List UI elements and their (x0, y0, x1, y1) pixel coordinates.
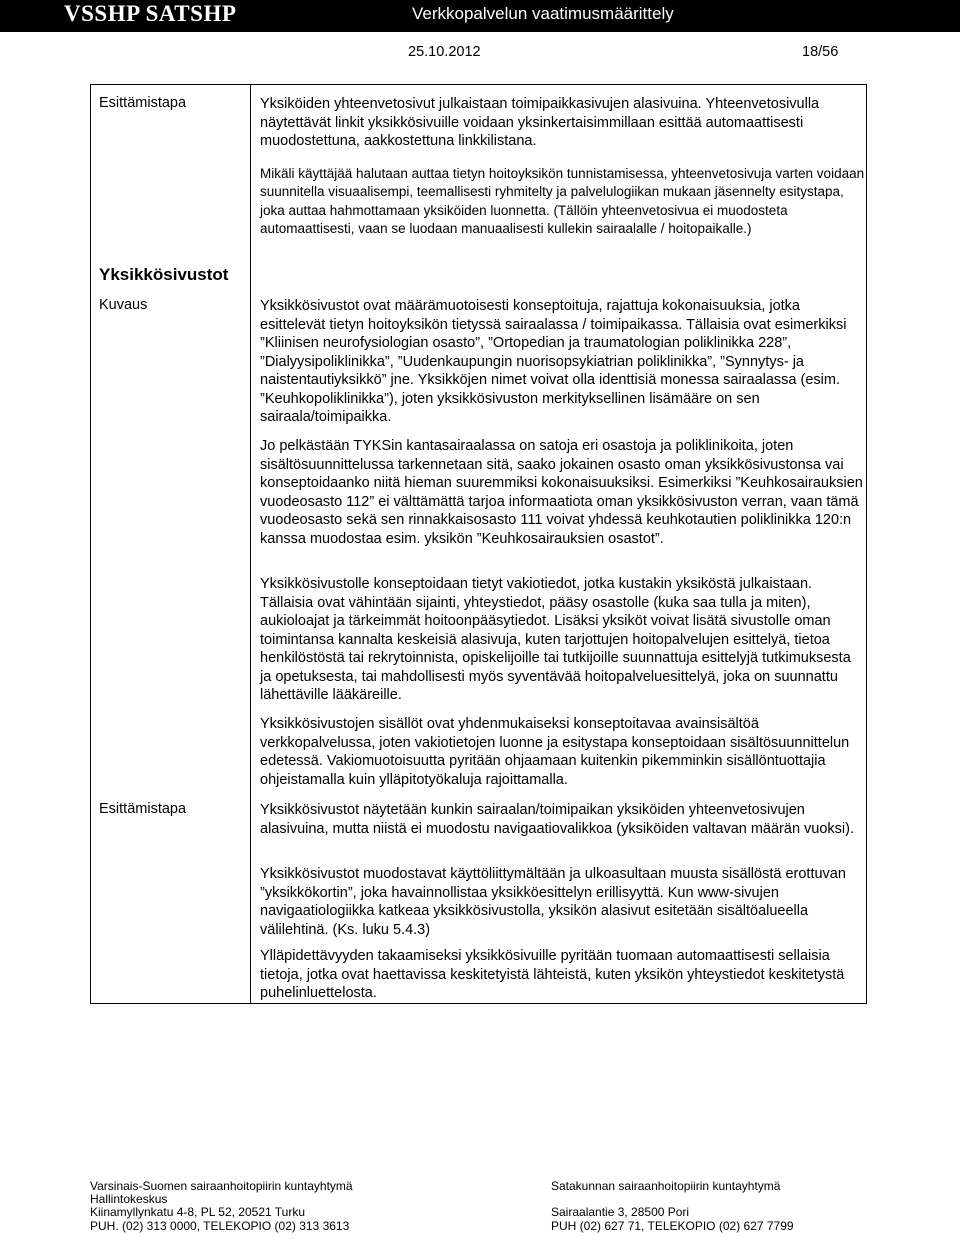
document-title: Verkkopalvelun vaatimusmäärittely (412, 4, 674, 23)
row-content-esittamistapa-2a (260, 801, 865, 838)
paragraph: Yksikkösivustot ovat määrämuotoisesti konseptoituja, rajattuja kokonaisuuksia, jotka esittelevät tietyn hoitoyksikön tietyssä sairaalassa / toimipaikassa. Tällaisia ovat esimerkiksi ”Kliinisen neurofysiologian osasto”, ”Ortopedian ja traumatologian poliklinikka 228”, ”Dialyysipoliklinikka”, ”Uudenkaupungin nuorisopsykiatrian poliklinikka”, ”Synnytys- ja naistentautiyksikkö” jne. Yksikköjen nimet voivat olla identtisiä monessa sairaalassa (esim. ”Keuhkopoliklinikka”), joten yksikkösivuston merkityksellinen lisämääre on sen sairaala/toimipaikka. (260, 298, 847, 425)
row-content-esittamistapa-detail (260, 165, 865, 238)
content-table (90, 84, 867, 1004)
footer-right-address (551, 1180, 794, 1233)
paragraph: Yksikkösivustot näytetään kunkin sairaalan/toimipaikan yksiköiden yhteenvetosivujen alasivuina, mutta niistä ei muodostu navigaatiovalikkoa (yksiköiden valtavan määrän vuoksi). (260, 802, 854, 837)
footer-line: Kiinamyllynkatu 4-8, PL 52, 20521 Turku (90, 1205, 306, 1220)
paragraph: Yksikkösivustolle konseptoidaan tietyt vakiotiedot, jotka kustakin yksiköstä julkaistaan. Tällaisia ovat vähintään sijainti, yhteystiedot, pääsy osastolle (kuka saa tulla ja miten), aukioloajat ja tärkeimmät hoitoonpääsytiedot. Lisäksi yksiköt voivat lisätä sivustolle oman toimintansa kannalta keskeisiä alasivuja, kuten tarjottujen hoitopalvelujen esittelyä, tietoa henkilöstöstä tai rekrytoinnista, opiskelijoille tai tutkijoille suunnattuja esittelyjä tutkimuksesta ja opetuksesta, tai mahdollisesti myös syventävää hoitopalveluesittelyä, joka on suunnattu lähettäville lääkäreille. (260, 576, 851, 703)
footer-line: Satakunnan sairaanhoitopiirin kuntayhtymä (551, 1179, 781, 1193)
row-label-esittamistapa-2: Esittämistapa (99, 801, 187, 817)
paragraph: Jo pelkästään TYKSin kantasairaalassa on satoja eri osastoja ja poliklinikoita, joten sisältösuunnittelussa tarkennetaan sitä, saako jokainen osasto oman yksikkösivustonsa vai konseptoidaanko niitä hieman suuremmiksi kokonaisuuksiksi. Esimerkiksi ”Keuhkosairauksien vuodeosasto 112” ei välttämättä tarjoa informaatiota oman yksikkösivuston verran, vaan tämä vuodeosasto sekä sen rinnakkaisosasto 111 voivat yhdessä keuhkotautien poliklinikka 120:n kanssa muodostaa esim. yksikön ”Keuhkosairauksien osastot”. (260, 438, 863, 547)
paragraph: Yksikkösivustojen sisällöt ovat yhdenmukaiseksi konseptoitavaa avainsisältöä verkkopalvelussa, joten vakiotietojen luonne ja esitystapa konseptoidaan sisältösuunnittelun edetessä. Vakiomuotoisuutta pyritään ohjaamaan kuitenkin pikemminkin sisällöntuottajia ohjeistamalla kuin ylläpitotyökaluja rajoittamalla. (260, 716, 850, 788)
footer-left-address (90, 1180, 353, 1233)
page-number: 18/56 (802, 44, 839, 60)
organization-brand: VSSHP SATSHP (64, 1, 237, 26)
footer-line: Hallintokeskus (90, 1192, 168, 1207)
row-content-kuvaus-2 (260, 437, 865, 548)
paragraph: Ylläpidettävyyden takaamiseksi yksikkösivuille pyritään tuomaan automaattisesti sellaisia tietoja, jotka ovat haettavissa keskitetyistä lähteistä, kuten yksikön yhteystiedot keskitetystä puhelinluettelosta. (260, 948, 845, 1001)
document-date: 25.10.2012 (408, 44, 481, 60)
footer-line: PUH. (02) 313 0000, TELEKOPIO (02) 313 3613 (90, 1218, 350, 1233)
row-content-esittamistapa (260, 95, 865, 151)
footer-line: PUH (02) 627 71, TELEKOPIO (02) 627 7799 (551, 1218, 794, 1233)
row-label-kuvaus: Kuvaus (99, 297, 148, 313)
paragraph: Mikäli käyttäjää halutaan auttaa tietyn hoitoyksikön tunnistamisessa, yhteenvetosivuja varten voidaan suunnitella visuaalisempi, teemallisesti ryhmitelty ja palvelulogiikan mukaan jäsennelty esitystapa, joka auttaa hahmottamaan yksiköiden luonnetta. (Tällöin yhteenvetosivua ei muodosteta automaattisesti, vaan se luodaan manuaalisesti kullekin sairaalalle / hoitopaikalle.) (260, 166, 865, 236)
section-heading-yksikkosivustot: Yksikkösivustot (99, 265, 229, 284)
footer-line: Varsinais-Suomen sairaanhoitopiirin kuntayhtymä (90, 1179, 353, 1193)
row-content-kuvaus-4 (260, 715, 865, 789)
row-content-esittamistapa-2c (260, 947, 865, 1003)
paragraph: Yksikkösivustot muodostavat käyttöliittymältään ja ulkoasultaan muusta sisällöstä erottuvan ”yksikkökortin”, joka havainnollistaa yksikköesittelyn erillisyyttä. Kun www-sivujen navigaatiologiikka katkeaa yksikkösivustolla, yksikön alasivut esitetään sisältöalueella välilehtinä. (Ks. luku 5.4.3) (260, 866, 846, 938)
row-content-esittamistapa-2b (260, 865, 865, 939)
row-content-kuvaus-3 (260, 575, 865, 705)
row-label-esittamistapa: Esittämistapa (99, 95, 187, 111)
document-header (0, 0, 960, 32)
paragraph: Yksiköiden yhteenvetosivut julkaistaan toimipaikkasivujen alasivuina. Yhteenvetosivulla näytettävät linkit yksikkösivuille voidaan yksinkertaisimmillaan esittää automaattisesti muodostettuna, aakkostettuna linkkilistana. (260, 96, 820, 149)
row-content-kuvaus-1 (260, 297, 865, 427)
footer-line: Sairaalantie 3, 28500 Pori (551, 1205, 690, 1220)
column-divider (250, 85, 251, 1003)
